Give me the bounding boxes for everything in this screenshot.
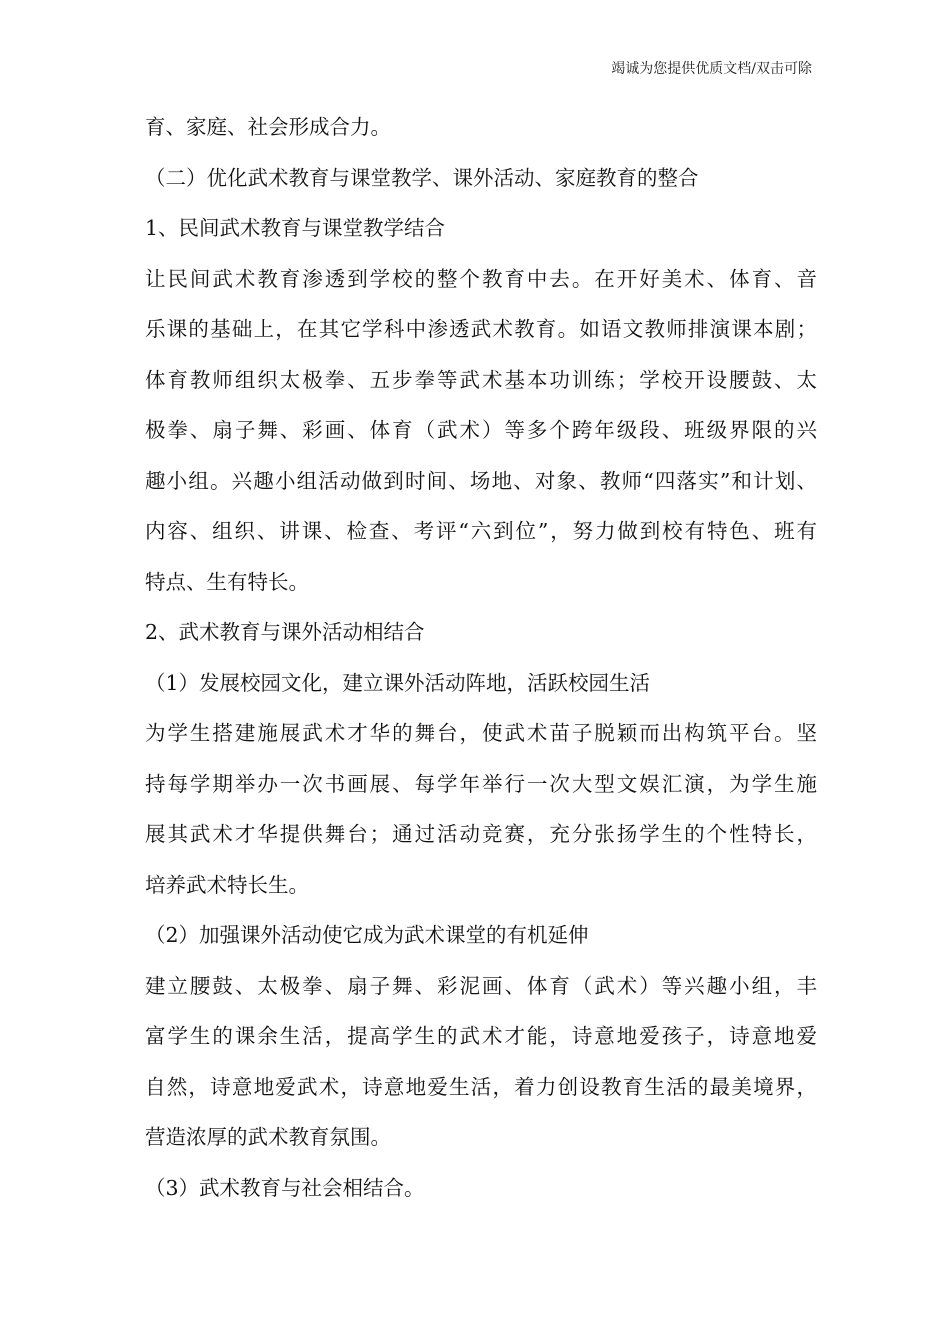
document-body <box>145 102 817 1213</box>
text-line: 展其武术才华提供舞台；通过活动竞赛，充分张扬学生的个性特长， <box>145 822 817 846</box>
text-line: 培养武术特长生。 <box>145 872 309 897</box>
text-line: 营造浓厚的武术教育氛围。 <box>145 1125 391 1149</box>
text-line: 富学生的课余生活，提高学生的武术才能，诗意地爱孩子，诗意地爱 <box>145 1024 817 1048</box>
text-line: 持每学期举办一次书画展、每学年举行一次大型文娱汇演，为学生施 <box>145 771 817 796</box>
item-heading: （2）加强课外活动使它成为武术课堂的有机延伸 <box>145 923 589 947</box>
text-line: 育、家庭、社会形成合力。 <box>145 115 391 139</box>
text-line: 体育教师组织太极拳、五步拳等武术基本功训练；学校开设腰鼓、太 <box>145 367 817 392</box>
text-line: 内容、组织、讲课、检查、考评“六到位”，努力做到校有特色、班有 <box>145 519 817 543</box>
text-line: 极拳、扇子舞、彩画、体育（武术）等多个跨年级段、班级界限的兴 <box>145 418 817 442</box>
text-line: 乐课的基础上，在其它学科中渗透武术教育。如语文教师排演课本剧； <box>145 317 817 341</box>
item-heading: （1）发展校园文化，建立课外活动阵地，活跃校园生活 <box>145 670 651 695</box>
subsection-heading: 2、武术教育与课外活动相结合 <box>145 620 425 644</box>
text-line: 为学生搭建施展武术才华的舞台，使武术苗子脱颖而出构筑平台。坚 <box>145 721 817 745</box>
text-line: 趣小组。兴趣小组活动做到时间、场地、对象、教师“四落实”和计划、 <box>145 468 817 493</box>
subsection-heading: 1、民间武术教育与课堂教学结合 <box>145 216 446 240</box>
section-heading: （二）优化武术教育与课堂教学、课外活动、家庭教育的整合 <box>145 165 699 190</box>
item-heading: （3）武术教育与社会相结合。 <box>145 1175 425 1200</box>
text-line: 自然，诗意地爱武术，诗意地爱生活，着力创设教育生活的最美境界， <box>145 1074 817 1099</box>
header-note: 竭诚为您提供优质文档/双击可除 <box>611 61 812 77</box>
text-line: 建立腰鼓、太极拳、扇子舞、彩泥画、体育（武术）等兴趣小组，丰 <box>145 973 817 998</box>
text-line: 特点、生有特长。 <box>145 569 309 594</box>
text-line: 让民间武术教育渗透到学校的整个教育中去。在开好美术、体育、音 <box>145 266 817 291</box>
